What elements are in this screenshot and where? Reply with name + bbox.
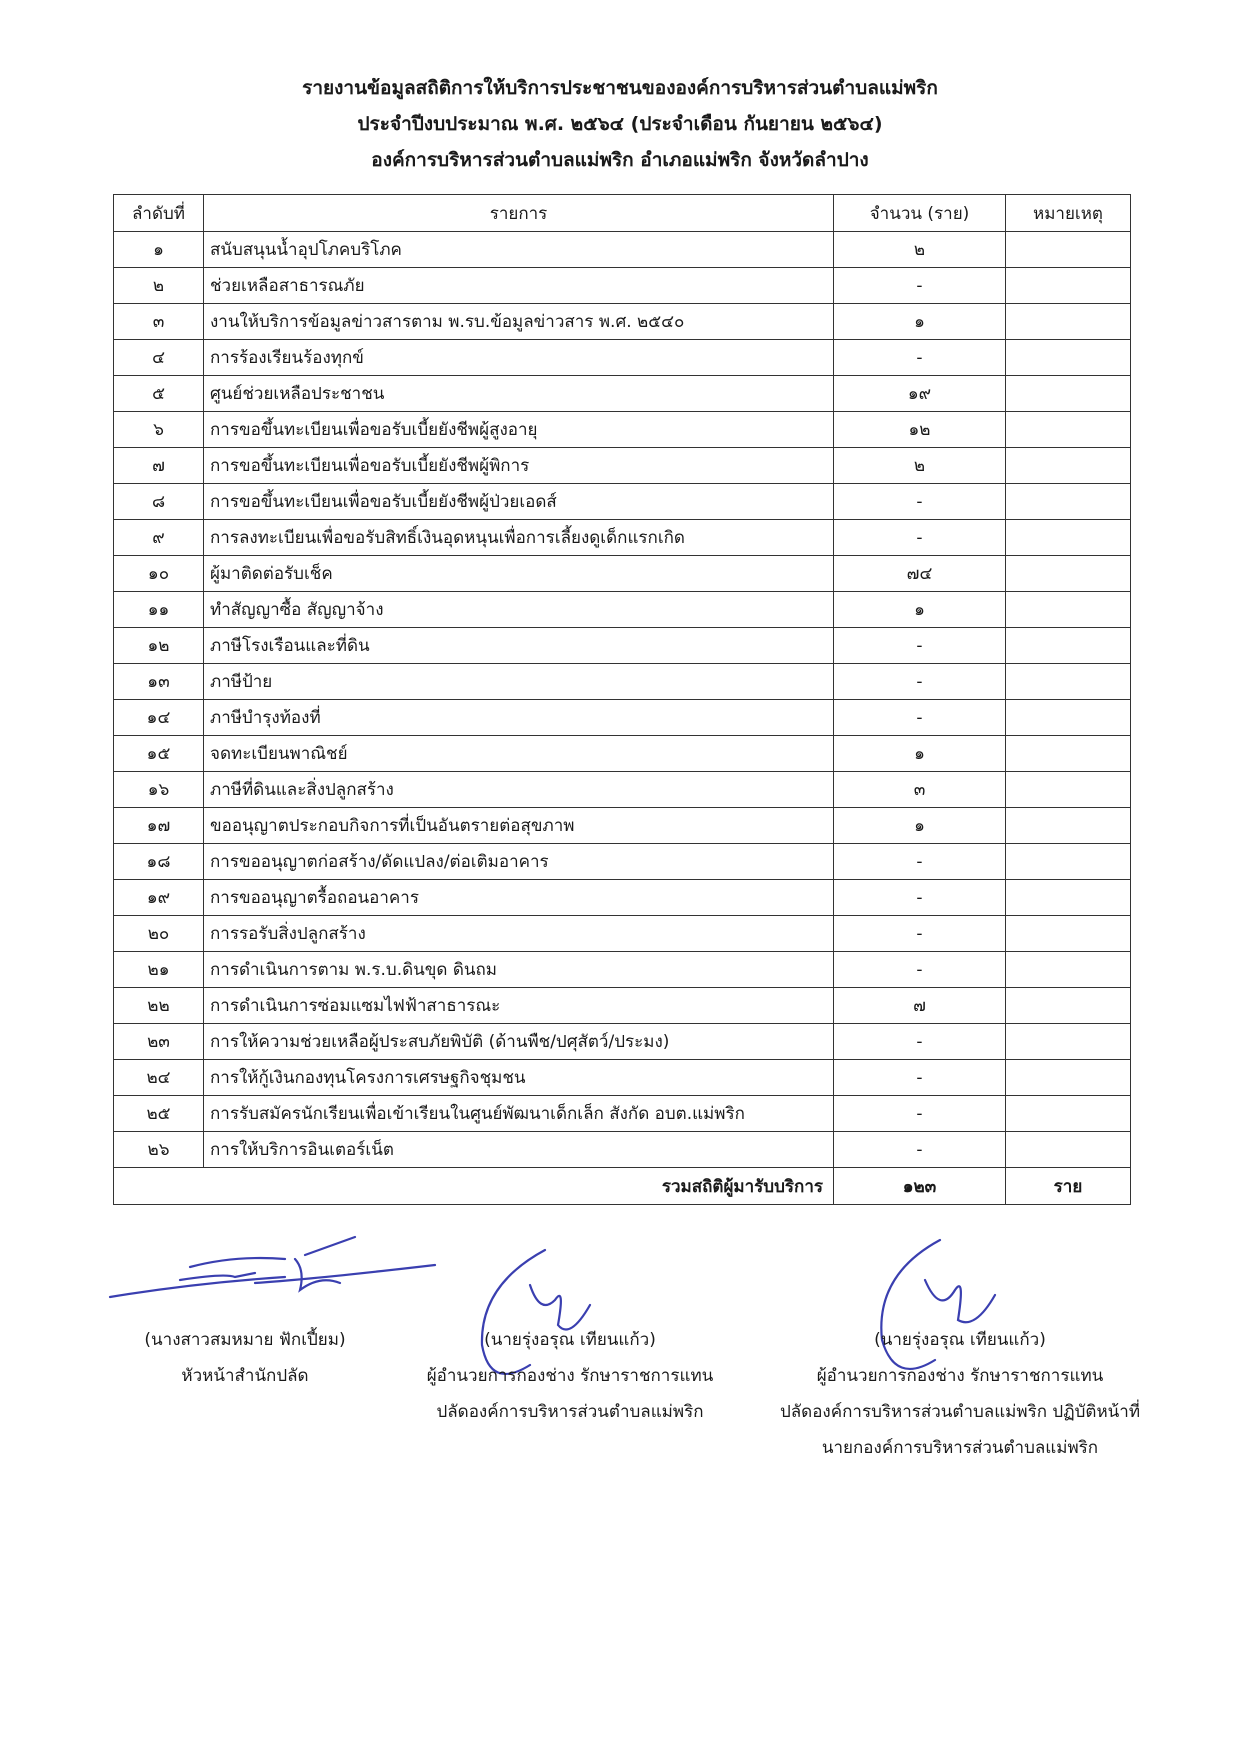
row-note [1006,736,1131,772]
right-signer-title-1: ผู้อำนวยการกองช่าง รักษาราชการแทน [816,1366,1104,1386]
row-count: ๑๒ [834,412,1006,448]
row-note [1006,700,1131,736]
row-item: การขอขึ้นทะเบียนเพื่อขอรับเบี้ยยังชีพผู้ป่วยเอดส์ [204,484,834,520]
row-note [1006,376,1131,412]
row-item: จดทะเบียนพาณิชย์ [204,736,834,772]
row-item: การดำเนินการตาม พ.ร.บ.ดินขุด ดินถม [204,952,834,988]
table-row [114,808,1131,844]
col-header-note: หมายเหตุ [1006,195,1131,232]
row-note [1006,520,1131,556]
table-row [114,628,1131,664]
left-signature-block [95,1322,395,1394]
row-count: ๑ [834,304,1006,340]
row-number: ๕ [114,376,204,412]
row-count: - [834,1132,1006,1168]
table-row [114,484,1131,520]
row-number: ๑ [114,232,204,268]
row-number: ๘ [114,484,204,520]
row-note [1006,988,1131,1024]
row-note [1006,1060,1131,1096]
table-row [114,952,1131,988]
row-note [1006,484,1131,520]
row-number: ๑๘ [114,844,204,880]
row-count: - [834,844,1006,880]
row-count: ๑๙ [834,376,1006,412]
middle-signer-title-1: ผู้อำนวยการกองช่าง รักษาราชการแทน [426,1366,714,1386]
row-count: - [834,1024,1006,1060]
row-count: ๗ [834,988,1006,1024]
row-note [1006,556,1131,592]
row-number: ๑๗ [114,808,204,844]
table-header-row [114,195,1131,232]
row-item: การให้บริการอินเตอร์เน็ต [204,1132,834,1168]
row-number: ๖ [114,412,204,448]
row-count: - [834,628,1006,664]
row-note [1006,268,1131,304]
row-item: ภาษีโรงเรือนและที่ดิน [204,628,834,664]
left-signature-mark [105,1235,485,1315]
row-item: การดำเนินการซ่อมแซมไฟฟ้าสาธารณะ [204,988,834,1024]
table-row [114,1132,1131,1168]
row-number: ๒๕ [114,1096,204,1132]
table-total-row [114,1168,1131,1205]
total-label: รวมสถิติผู้มารับบริการ [204,1168,834,1205]
row-note [1006,844,1131,880]
table-row [114,556,1131,592]
row-item: สนับสนุนน้ำอุปโภคบริโภค [204,232,834,268]
row-item: การขอขึ้นทะเบียนเพื่อขอรับเบี้ยยังชีพผู้พิการ [204,448,834,484]
row-count: ๑ [834,808,1006,844]
row-note [1006,592,1131,628]
row-note [1006,304,1131,340]
row-number: ๙ [114,520,204,556]
row-note [1006,772,1131,808]
row-number: ๒๔ [114,1060,204,1096]
col-header-item: รายการ [204,195,834,232]
table-row [114,1060,1131,1096]
table-row [114,880,1131,916]
row-note [1006,880,1131,916]
table-row [114,268,1131,304]
row-item: ภาษีที่ดินและสิ่งปลูกสร้าง [204,772,834,808]
left-signer-name: (นางสาวสมหมาย ฟักเปี้ยม) [144,1330,346,1350]
table-row [114,916,1131,952]
row-number: ๔ [114,340,204,376]
row-item: ภาษีป้าย [204,664,834,700]
row-item: ขออนุญาตประกอบกิจการที่เป็นอันตรายต่อสุขภาพ [204,808,834,844]
statistics-table [113,194,1131,1205]
row-count: - [834,916,1006,952]
left-signer-title: หัวหน้าสำนักปลัด [181,1366,309,1386]
table-row [114,844,1131,880]
row-count: ๒ [834,232,1006,268]
table-row [114,772,1131,808]
total-unit: ราย [1006,1168,1131,1205]
table-row [114,736,1131,772]
total-value: ๑๒๓ [834,1168,1006,1205]
row-count: ๓ [834,772,1006,808]
row-number: ๑๕ [114,736,204,772]
row-count: - [834,880,1006,916]
table-row [114,1096,1131,1132]
row-item: ผู้มาติดต่อรับเช็ค [204,556,834,592]
row-item: ภาษีบำรุงท้องที่ [204,700,834,736]
report-header [0,70,1240,178]
report-organization: องค์การบริหารส่วนตำบลแม่พริก อำเภอแม่พริก จังหวัดลำปาง [371,149,869,171]
row-note [1006,664,1131,700]
report-period: ประจำปีงบประมาณ พ.ศ. ๒๕๖๔ (ประจำเดือน กันยายน ๒๕๖๔) [357,113,883,135]
row-count: - [834,664,1006,700]
row-note [1006,448,1131,484]
table-row [114,664,1131,700]
row-number: ๒๐ [114,916,204,952]
table-row [114,988,1131,1024]
report-title: รายงานข้อมูลสถิติการให้บริการประชาชนขององค์การบริหารส่วนตำบลแม่พริก [302,77,938,99]
row-count: - [834,1096,1006,1132]
row-note [1006,340,1131,376]
row-note [1006,232,1131,268]
row-note [1006,1132,1131,1168]
row-note [1006,628,1131,664]
table-row [114,304,1131,340]
row-number: ๑๙ [114,880,204,916]
row-item: การรอรับสิ่งปลูกสร้าง [204,916,834,952]
row-note [1006,808,1131,844]
table-row [114,700,1131,736]
row-item: การลงทะเบียนเพื่อขอรับสิทธิ์เงินอุดหนุนเพื่อการเลี้ยงดูเด็กแรกเกิด [204,520,834,556]
row-count: - [834,700,1006,736]
row-item: งานให้บริการข้อมูลข่าวสารตาม พ.รบ.ข้อมูลข่าวสาร พ.ศ. ๒๕๔๐ [204,304,834,340]
row-item: การร้องเรียนร้องทุกข์ [204,340,834,376]
row-count: - [834,268,1006,304]
row-note [1006,412,1131,448]
row-count: ๗๔ [834,556,1006,592]
table-row [114,376,1131,412]
col-header-count: จำนวน (ราย) [834,195,1006,232]
table-row [114,592,1131,628]
row-item: ช่วยเหลือสาธารณภัย [204,268,834,304]
middle-signer-title-2: ปลัดองค์การบริหารส่วนตำบลแม่พริก [436,1402,704,1422]
row-item: ทำสัญญาซื้อ สัญญาจ้าง [204,592,834,628]
row-item: การรับสมัครนักเรียนเพื่อเข้าเรียนในศูนย์พัฒนาเด็กเล็ก สังกัด อบต.แม่พริก [204,1096,834,1132]
row-number: ๗ [114,448,204,484]
right-signer-name: (นายรุ่งอรุณ เทียนแก้ว) [874,1330,1046,1350]
row-item: การให้กู้เงินกองทุนโครงการเศรษฐกิจชุมชน [204,1060,834,1096]
row-number: ๑๑ [114,592,204,628]
row-item: การขออนุญาตรื้อถอนอาคาร [204,880,834,916]
row-count: - [834,520,1006,556]
row-number: ๒๖ [114,1132,204,1168]
row-note [1006,916,1131,952]
row-note [1006,1024,1131,1060]
row-count: - [834,340,1006,376]
middle-signer-name: (นายรุ่งอรุณ เทียนแก้ว) [484,1330,656,1350]
table-row [114,232,1131,268]
table-body [114,232,1131,1168]
total-spacer [114,1168,204,1205]
row-count: ๒ [834,448,1006,484]
row-note [1006,1096,1131,1132]
row-item: การขออนุญาตก่อสร้าง/ดัดแปลง/ต่อเติมอาคาร [204,844,834,880]
row-number: ๑๐ [114,556,204,592]
row-number: ๓ [114,304,204,340]
table-row [114,412,1131,448]
right-signature-block [745,1322,1175,1466]
table-row [114,1024,1131,1060]
row-number: ๒๒ [114,988,204,1024]
row-number: ๑๔ [114,700,204,736]
right-signer-title-2: ปลัดองค์การบริหารส่วนตำบลแม่พริก ปฏิบัติหน้าที่ [779,1402,1141,1422]
row-number: ๒ [114,268,204,304]
row-count: - [834,952,1006,988]
right-signer-title-3: นายกองค์การบริหารส่วนตำบลแม่พริก [821,1438,1099,1458]
row-count: ๑ [834,736,1006,772]
middle-signature-block [395,1322,745,1430]
table-row [114,448,1131,484]
row-count: - [834,1060,1006,1096]
row-item: การขอขึ้นทะเบียนเพื่อขอรับเบี้ยยังชีพผู้สูงอายุ [204,412,834,448]
col-header-number: ลำดับที่ [114,195,204,232]
row-number: ๑๒ [114,628,204,664]
row-number: ๑๓ [114,664,204,700]
table-row [114,520,1131,556]
row-number: ๒๓ [114,1024,204,1060]
row-number: ๑๖ [114,772,204,808]
row-item: ศูนย์ช่วยเหลือประชาชน [204,376,834,412]
row-count: - [834,484,1006,520]
row-count: ๑ [834,592,1006,628]
row-item: การให้ความช่วยเหลือผู้ประสบภัยพิบัติ (ด้านพืช/ปศุสัตว์/ประมง) [204,1024,834,1060]
table-row [114,340,1131,376]
row-note [1006,952,1131,988]
row-number: ๒๑ [114,952,204,988]
